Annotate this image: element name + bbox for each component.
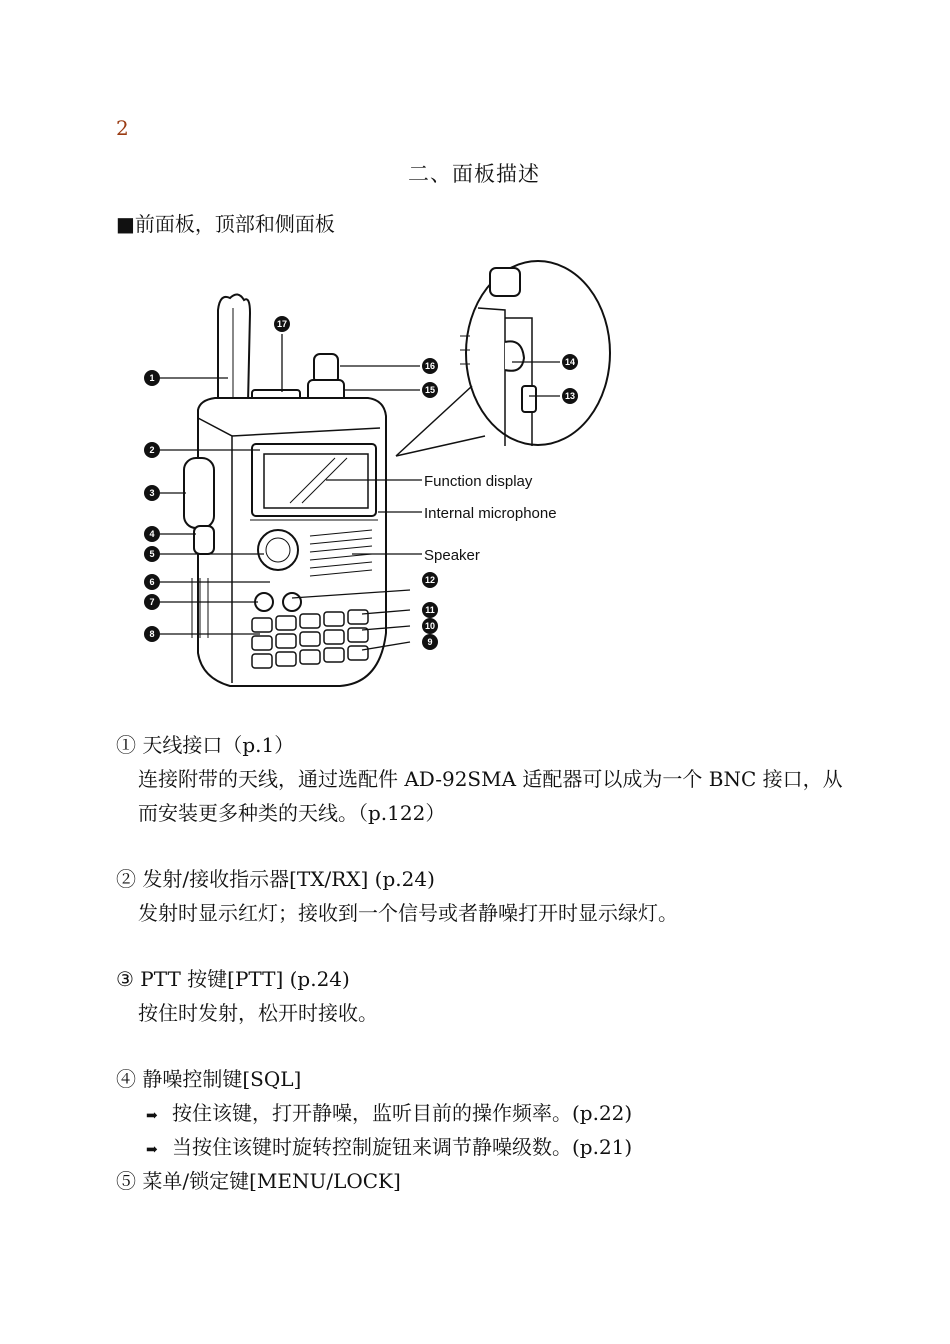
item-body: 发射时显示红灯；接收到一个信号或者静噪打开时显示绿灯。 xyxy=(138,901,678,925)
callout-text: 12 xyxy=(424,575,436,585)
item-title: ① 天线接口（p.1） xyxy=(116,733,295,757)
callout-text: 5 xyxy=(149,549,155,559)
radio-illustration xyxy=(140,258,620,688)
item-title: ③ PTT 按键[PTT] (p.24) xyxy=(116,967,350,991)
item-title: ⑤ 菜单/锁定键[MENU/LOCK] xyxy=(116,1169,401,1193)
bullet-item xyxy=(146,1130,846,1164)
callout-text: 11 xyxy=(425,605,435,615)
radio-front-panel-figure xyxy=(140,258,620,688)
callout-text: 4 xyxy=(149,529,155,539)
subsection-title: ■前面板，顶部和侧面板 xyxy=(116,212,335,236)
item-tx-rx-indicator xyxy=(116,862,846,930)
callout-text: 13 xyxy=(564,391,576,401)
item-menu-lock xyxy=(116,1164,846,1198)
page-number: 2 xyxy=(116,116,129,140)
callout-text: 14 xyxy=(564,357,576,367)
callout-text: 15 xyxy=(424,385,436,395)
callout-text: 6 xyxy=(149,577,155,587)
item-sql xyxy=(116,1062,846,1164)
item-title: ② 发射/接收指示器[TX/RX] (p.24) xyxy=(116,867,435,891)
item-antenna xyxy=(116,728,846,830)
right-arrow-icon: ➡ xyxy=(146,1108,158,1124)
right-arrow-icon: ➡ xyxy=(146,1142,158,1158)
callout-text: 9 xyxy=(427,637,433,647)
bullet-item xyxy=(146,1096,846,1130)
callout-text: 17 xyxy=(276,319,288,329)
internal-microphone-label: Internal microphone xyxy=(424,505,557,522)
item-list xyxy=(116,728,846,1198)
callout-text: 16 xyxy=(424,361,436,371)
item-body: 连接附带的天线，通过选配件 AD-92SMA 适配器可以成为一个 BNC 接口，从而安装更多种类的天线。（p.122） xyxy=(138,767,843,825)
callout-text: 8 xyxy=(149,629,155,639)
callout-text: 3 xyxy=(149,488,155,498)
item-body: 按住时发射，松开时接收。 xyxy=(138,1001,378,1025)
callout-text: 1 xyxy=(149,373,155,383)
function-display-label: Function display xyxy=(424,473,533,490)
callout-text: 7 xyxy=(149,597,155,607)
callout-text: 10 xyxy=(424,621,436,631)
item-ptt xyxy=(116,962,846,1030)
item-title: ④ 静噪控制键[SQL] xyxy=(116,1067,302,1091)
bullet-text: 按住该键，打开静噪，监听目前的操作频率。(p.22) xyxy=(172,1101,633,1125)
speaker-label: Speaker xyxy=(424,547,480,564)
bullet-text: 当按住该键时旋转控制旋钮来调节静噪级数。(p.21) xyxy=(172,1135,633,1159)
section-title: 二、面板描述 xyxy=(408,162,540,186)
callout-text: 2 xyxy=(149,445,155,455)
